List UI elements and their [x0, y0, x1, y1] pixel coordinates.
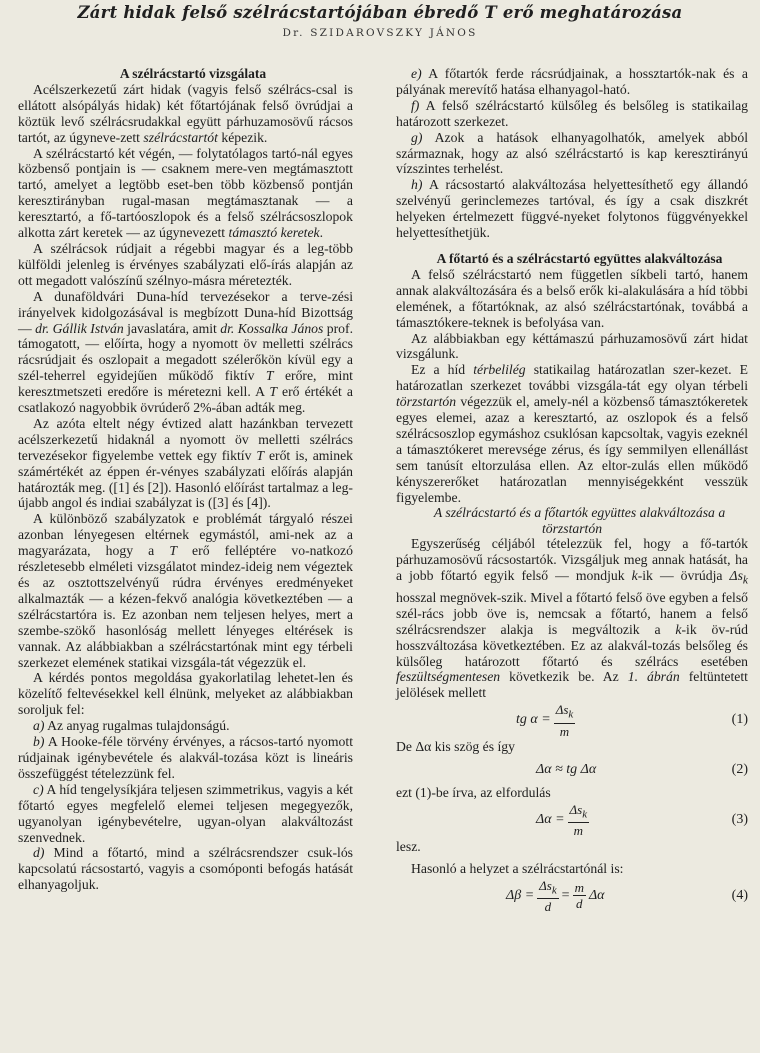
list-item: d) Mind a főtartó, mind a szélrácsrendszer csuk-lós kapcsolatú rácsostartó, vagyis a csomóponti befogás hatását elhanyagoljuk. [18, 845, 353, 893]
paragraph: Az azóta eltelt négy évtized alatt hazánkban tervezett acélszerkezetű hidaknál a nyomott öv melletti szélrács tervezésekor figyelembe vettek egy fiktív T erőt is, aminek számértékét az éppen ér-vényes szabályzati előírás alapján határozták meg. ([1] és [2]). Hasonló előírást tartalmaz a leg-újabb angol és indiai szabályzat is ([3] és [4]). [18, 415, 353, 511]
equation-3: Δα = $\frac{\Delta s_k}{m}$ (3) [536, 801, 748, 839]
right-column [396, 66, 748, 915]
subsection-heading: A szélrácstartó és a főtartók együttes alakváltozása a törzstartón [433, 505, 726, 536]
paragraph: A különböző szabályzatok e problémát tárgyaló részei azonban lényegesen eltérnek egymástól, ami-nek az a magyarázata, hogy a T erő felléptére vo-natkozó részletesebb elméleti vizsgálatot mindez-ideig nem végeztek és az osztottszelvényű rúdra érvényes eredményeket alkalmazták — a kézen-fekvő analógia következtében — a szélrácstartóra is. Ez azonban nem teljesen helyes, mert a szembe-szökő hasonlóság mellett lényeges eltérések is vannak. Az alábbiakban a szélrácstartónak mint egy térbeli szerkezet elemének statikai vizsgála-tát végezzük el. [18, 511, 353, 670]
paragraph: Hasonló a helyzet a szélrácstartónál is: [411, 860, 624, 876]
paragraph: ezt (1)-be írva, az elfordulás [396, 785, 551, 801]
paragraph: A dunaföldvári Duna-híd tervezésekor a terve-zési irányelvek kidolgozásával is megbízott Duna-híd Bizottság — dr. Gállik István javaslatára, amit dr. Kossalka János prof. támogatott, — előírta, hogy a nyomott öv melletti szélrács rácsrúdjait és oszlopait a megadott szélerőkön kívül egy a szél-teherrel egyidejűen működő fiktív T erőre, mint keresztmetszeti eredőre is méretezni kell. A T erő értékét a csatlakozó nagyobbik övrúderő 2%-ában adták meg. [18, 288, 353, 416]
equation-number: (4) [731, 887, 748, 903]
paragraph: Egyszerűség céljából tételezzük fel, hogy a fő-tartók párhuzamosövű rácsostartók. Vizsgáljuk meg annak hatását, ha a jobb főtartó egyik felső — mondjuk k-ik — övrúdja $\Delta s_k$ hosszal megnövek-szik. Mivel a főtartó felső öve egyben a felső szél-rács jobb öve is, nemcsak a főtartó, hanem a felső szélrácsrendszer alakja is megváltozik a k-ik öv-rúd hosszváltozása következtében. Ez az alakvál-tozás belsőleg és külsőleg határozott főtartó és szélrács esetében feszültségmentesen következik be. Az 1. ábrán feltüntetett jelölések mellett [396, 536, 748, 701]
left-column [18, 66, 353, 893]
equation-number: (3) [731, 812, 748, 828]
list-item: b) A Hooke-féle törvény érvényes, a rácsos-tartó nyomott rúdjainak igénybevétele és alakvál-tozása közt is lineáris összefüggést tételezzünk fel. [18, 734, 353, 781]
list-item: f) A felső szélrácstartó külsőleg és belsőleg is statikailag határozott szerkezet. [396, 97, 748, 129]
paragraph: A szélrácsok rúdjait a régebbi magyar és a leg-több külföldi jelenleg is érvényes szabályzati elő-írás alapján az ott megadott valószínű szélnyo-másra méretezték. [18, 240, 353, 288]
equation-4: Δβ = $\frac{\Delta s_k}{d}$ = $\frac{m}{d}$ Δα (4) [506, 877, 748, 915]
list-item: h) A rácsostartó alakváltozása helyettesíthető egy állandó szelvényű gerinclemezes tartóval, és így a csak diszkrét helyeken értelmezett függvé-nyeket folytonos függvényekkel helyettesíthetjük. [396, 177, 748, 241]
paragraph: Acélszerkezetű zárt hidak (vagyis felső szélrács-csal is ellátott alsópályás hidak) két főtartójának felső övrúdjai a köztük levő szélrácsrudakkal együtt párhuzamosövű rácsos tartót, az úgyneve-zett szélrácstartót képezik. [18, 81, 353, 145]
equation-1: tg α = $\frac{\Delta s_k}{m}$ (1) [516, 701, 748, 739]
paragraph: A kérdés pontos megoldása gyakorlatilag lehetet-len és közelítő feltevésekkel kell élnünk, melyeket az alábbiakban soroljuk fel: [18, 670, 353, 718]
list-item: a) Az anyag rugalmas tulajdonságú. [33, 718, 230, 734]
section-heading: A főtartó és a szélrácstartó együttes alakváltozása [436, 250, 723, 266]
paragraph: A felső szélrácstartó nem független síkbeli tartó, hanem annak alakváltozására és a belső erők ki-alakulására a híd többi elemének, a főtartóknak, az alsó szélrácstartónak, továbbá a támasztókere-teknek is befolyása van. [396, 266, 748, 330]
paragraph: A szélrácstartó két végén, — folytatólagos tartó-nál egyes közbenső pontjain is — csaknem mere-ven megtámasztott tartó, amelyet a legtöbb eset-ben több közbenső pontján keresztirányban rugal-masan megtámasztanak — a keresztartó, a fő-tartóoszlopok és a felső szélrácsoszlopok alkotta zárt keretek — az úgynevezett támasztó keretek. [18, 145, 353, 241]
list-item: g) Azok a hatások elhanyagolhatók, amelyek abból származnak, hogy az alsó szélrácstartó is kap keresztirányú vízszintes terhelést. [396, 129, 748, 177]
equation-2: Δα ≈ tg Δα (2) [536, 762, 748, 778]
paragraph: lesz. [396, 839, 421, 855]
equation-number: (1) [731, 712, 748, 728]
paragraph: De Δα kis szög és így [396, 739, 515, 755]
equation-number: (2) [731, 762, 748, 778]
article-title: Zárt hidak felső szélrácstartójában ébredő T erő meghatározása [77, 3, 683, 22]
author-name: Dr. SZIDAROVSZKY JÁNOS [282, 27, 478, 39]
list-item: c) A híd tengelysíkjára teljesen szimmetrikus, vagyis a két főtartó egyes megfelelő elemei teljesen megegyezők, ugyanolyan igénybevételre, ugyan-olyan alakváltozást szenvednek. [18, 781, 353, 845]
list-item: e) A főtartók ferde rácsrúdjainak, a hossztartók-nak és a pályának merevítő hatása elhanyagol-ható. [396, 66, 748, 97]
paragraph: Az alábbiakban egy kéttámaszú párhuzamosövű zárt hidat vizsgálunk. [396, 330, 748, 362]
paragraph: Ez a híd térbelilég statikailag határozatlan szer-kezet. E határozatlan szerkezet további vizsgála-tát egy olyan térbeli törzstartón végezzük el, amely-nél a közbenső támasztókeretek egyes elemei, azaz a keresztartó, az oszlopok és a felső szélrácsoszlop egymáshoz csuklósan kapcsoltak, vagyis ezeknél a támasztókeret merevsége zérus, és így semmilyen ellenállást sem tanúsít eltorzulása ellen. Az eltor-zulás ellen működő kényszererőket határozatlan mennyiségekként vesszük figyelembe. [396, 362, 748, 505]
section-heading: A szélrácstartó vizsgálata [119, 66, 267, 81]
